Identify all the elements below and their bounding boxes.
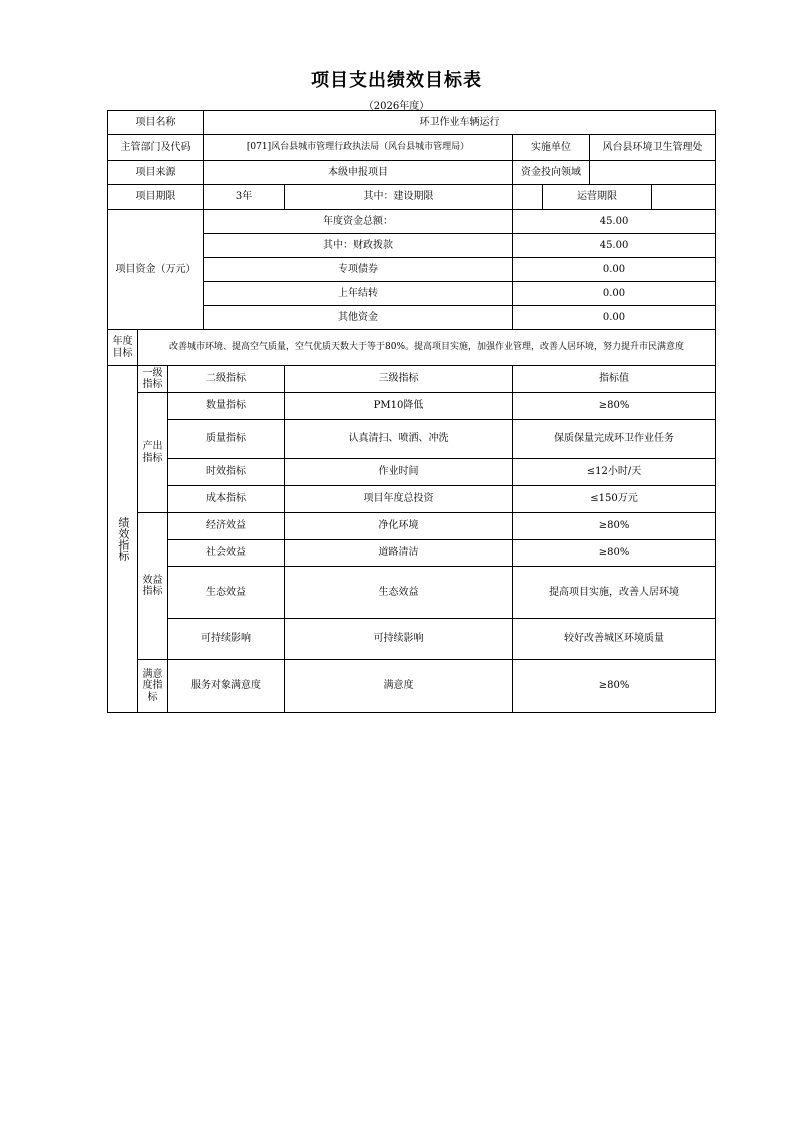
invest-field-label: 资金投向领域 <box>513 161 590 185</box>
source-value: 本级申报项目 <box>204 161 513 185</box>
fund-row-value: 45.00 <box>513 234 716 258</box>
indicator-level3: 认真清扫、喷洒、冲洗 <box>285 420 513 459</box>
indicator-level2: 社会效益 <box>168 540 285 567</box>
satisfaction-indicator-label: 满意度指标 <box>138 660 168 713</box>
indicator-level3: 项目年度总投资 <box>285 486 513 513</box>
fund-row-value: 45.00 <box>513 210 716 234</box>
operate-period-value <box>652 185 716 210</box>
output-indicator-label: 产出指标 <box>138 393 168 513</box>
performance-goal-table <box>107 110 716 713</box>
indicator-level3: 生态效益 <box>285 567 513 619</box>
header-level2: 二级指标 <box>168 366 285 393</box>
impl-unit-value: 风台县环境卫生管理处 <box>590 135 716 161</box>
header-level1: 一级指标 <box>138 366 168 393</box>
period-value: 3年 <box>204 185 285 210</box>
indicator-level2: 质量指标 <box>168 420 285 459</box>
project-name-value: 环卫作业车辆运行 <box>204 111 716 135</box>
indicator-value: ≥80% <box>513 513 716 540</box>
benefit-indicator-label: 效益指标 <box>138 513 168 660</box>
indicator-level2: 服务对象满意度 <box>168 660 285 713</box>
invest-field-value <box>590 161 716 185</box>
project-name-label: 项目名称 <box>108 111 204 135</box>
indicator-value: 较好改善城区环境质量 <box>513 619 716 660</box>
indicator-level2: 生态效益 <box>168 567 285 619</box>
build-period-value <box>513 185 543 210</box>
indicator-level2: 经济效益 <box>168 513 285 540</box>
fund-row-label: 上年结转 <box>204 282 513 306</box>
indicator-level2: 数量指标 <box>168 393 285 420</box>
annual-goal-label: 年度目标 <box>108 330 138 366</box>
fund-row-value: 0.00 <box>513 258 716 282</box>
fund-row-label: 其中：财政拨款 <box>204 234 513 258</box>
indicator-value: 保质保量完成环卫作业任务 <box>513 420 716 459</box>
indicator-value: ≤12小时/天 <box>513 459 716 486</box>
indicator-value: ≤150万元 <box>513 486 716 513</box>
indicator-level2: 时效指标 <box>168 459 285 486</box>
indicator-level3: 净化环境 <box>285 513 513 540</box>
period-label: 项目期限 <box>108 185 204 210</box>
fund-row-value: 0.00 <box>513 306 716 330</box>
operate-period-label: 运营期限 <box>543 185 652 210</box>
source-label: 项目来源 <box>108 161 204 185</box>
funds-label: 项目资金（万元） <box>108 210 204 330</box>
indicator-level2: 成本指标 <box>168 486 285 513</box>
annual-goal-text: 改善城市环境、提高空气质量，空气优质天数大于等于80%。提高项目实施，加强作业管理，改善人居环境，努力提升市民满意度 <box>138 330 716 366</box>
page-year: （2026年度） <box>363 101 430 112</box>
fund-row-label: 专项债券 <box>204 258 513 282</box>
indicator-level3: 满意度 <box>285 660 513 713</box>
indicator-value: ≥80% <box>513 393 716 420</box>
dept-label: 主管部门及代码 <box>108 135 204 161</box>
indicator-level3: 作业时间 <box>285 459 513 486</box>
indicator-value: 提高项目实施，改善人居环境 <box>513 567 716 619</box>
fund-row-value: 0.00 <box>513 282 716 306</box>
performance-label: 绩效指标 <box>108 366 138 713</box>
indicator-value: ≥80% <box>513 540 716 567</box>
build-period-label: 其中：建设期限 <box>285 185 513 210</box>
header-level3: 三级指标 <box>285 366 513 393</box>
indicator-level3: 道路清洁 <box>285 540 513 567</box>
fund-row-label: 年度资金总额： <box>204 210 513 234</box>
indicator-level3: 可持续影响 <box>285 619 513 660</box>
indicator-level2: 可持续影响 <box>168 619 285 660</box>
indicator-level3: PM10降低 <box>285 393 513 420</box>
header-value: 指标值 <box>513 366 716 393</box>
dept-value: [071]风台县城市管理行政执法局（风台县城市管理局） <box>204 135 513 161</box>
impl-unit-label: 实施单位 <box>513 135 590 161</box>
page-title: 项目支出绩效目标表 <box>311 70 482 91</box>
fund-row-label: 其他资金 <box>204 306 513 330</box>
indicator-value: ≥80% <box>513 660 716 713</box>
